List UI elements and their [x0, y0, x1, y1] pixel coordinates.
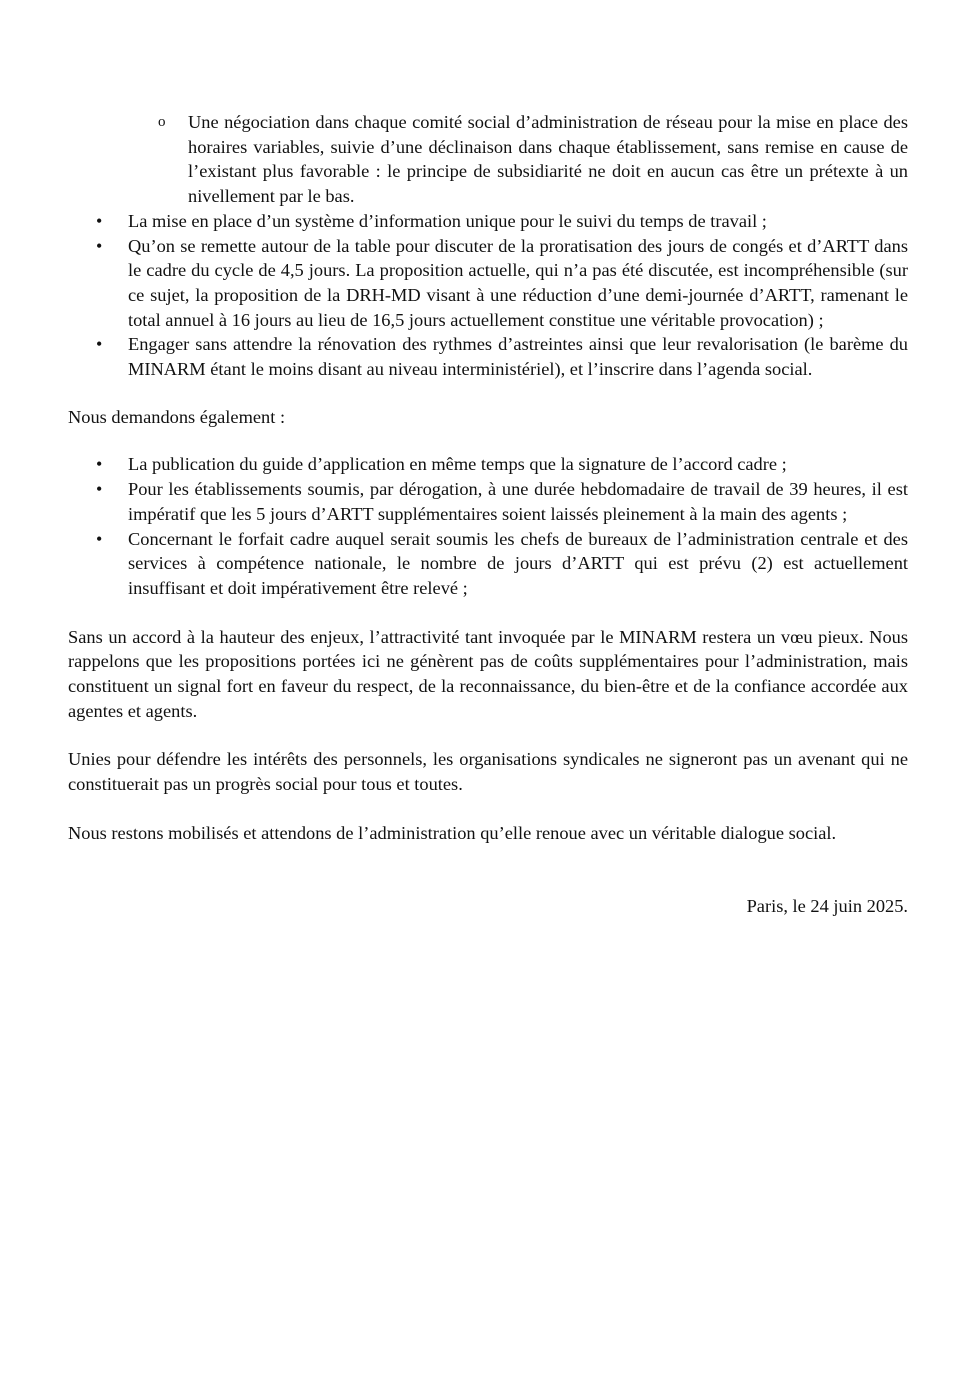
- list-item-text: Qu’on se remette autour de la table pour discuter de la proratisation des jours de congés et d’ARTT dans le cadre du cycle de 4,5 jours. La proposition actuelle, qui n’a pas été discutée, est incompréhensible (sur ce sujet, la proposition de la DRH-MD visant à une réduction d’une demi-journée d’ARTT, ramenant le total annuel à 16 jours au lieu de 16,5 jours actuellement constitue une véritable provocation) ;: [128, 235, 908, 330]
- list-item: [68, 209, 908, 234]
- circle-bullet-icon: o: [158, 114, 166, 130]
- closing-paragraph: Nous restons mobilisés et attendons de l’administration qu’elle renoue avec un véritable dialogue social.: [68, 822, 837, 843]
- list-item-text: Engager sans attendre la rénovation des rythmes d’astreintes ainsi que leur revalorisation (le barème du MINARM étant le moins disant au niveau interministériel), et l’inscrire dans l’agenda social.: [128, 334, 908, 380]
- demands-list: [68, 209, 908, 382]
- document-page: [68, 110, 908, 918]
- sub-bullet-list: [68, 110, 908, 209]
- list-item: [68, 332, 908, 381]
- intro-paragraph: Nous demandons également :: [68, 406, 286, 427]
- bullet-icon: •: [96, 334, 103, 355]
- bullet-icon: •: [96, 528, 103, 549]
- place-date-signoff: Paris, le 24 juin 2025.: [746, 895, 908, 916]
- list-item-text: Concernant le forfait cadre auquel serait soumis les chefs de bureaux de l’administration centrale et des services à compétence nationale, le nombre de jours d’ARTT qui est prévu (2) est actuellement insuffisant et doit impérativement être relevé ;: [128, 528, 908, 598]
- additional-demands-list: [68, 452, 908, 600]
- bullet-icon: •: [96, 454, 103, 475]
- list-item-text: La publication du guide d’application en même temps que la signature de l’accord cadre ;: [128, 454, 787, 475]
- attractivity-paragraph: Sans un accord à la hauteur des enjeux, l’attractivité tant invoquée par le MINARM restera un vœu pieux. Nous rappelons que les propositions portées ici ne génèrent pas de coûts supplémentaires pour l’administration, mais constituent un signal fort en faveur du respect, de la reconnaissance, du bien-être et de la confiance accordée aux agentes et agents.: [68, 626, 908, 721]
- list-item: [68, 527, 908, 601]
- sub-list-item: [68, 110, 908, 209]
- sub-list-item-text: Une négociation dans chaque comité social d’administration de réseau pour la mise en place des horaires variables, suivie d’une déclinaison dans chaque établissement, sans remise en cause de l’existant plus favorable : le principe de subsidiarité ne doit en aucun cas être un prétexte à un nivellement par le bas.: [188, 112, 908, 207]
- list-item-text: Pour les établissements soumis, par dérogation, à une durée hebdomadaire de travail de 39 heures, il est impératif que les 5 jours d’ARTT supplémentaires soient laissés pleinement à la main des agents ;: [128, 479, 908, 524]
- bullet-icon: •: [96, 235, 103, 256]
- bullet-icon: •: [96, 479, 103, 500]
- list-item: [68, 234, 908, 333]
- bullet-icon: •: [96, 210, 103, 231]
- list-item: [68, 452, 908, 477]
- unity-paragraph: Unies pour défendre les intérêts des personnels, les organisations syndicales ne signeront pas un avenant qui ne constituerait pas un progrès social pour tous et toutes.: [68, 749, 908, 795]
- list-item-text: La mise en place d’un système d’information unique pour le suivi du temps de travail ;: [128, 210, 767, 231]
- list-item: [68, 477, 908, 526]
